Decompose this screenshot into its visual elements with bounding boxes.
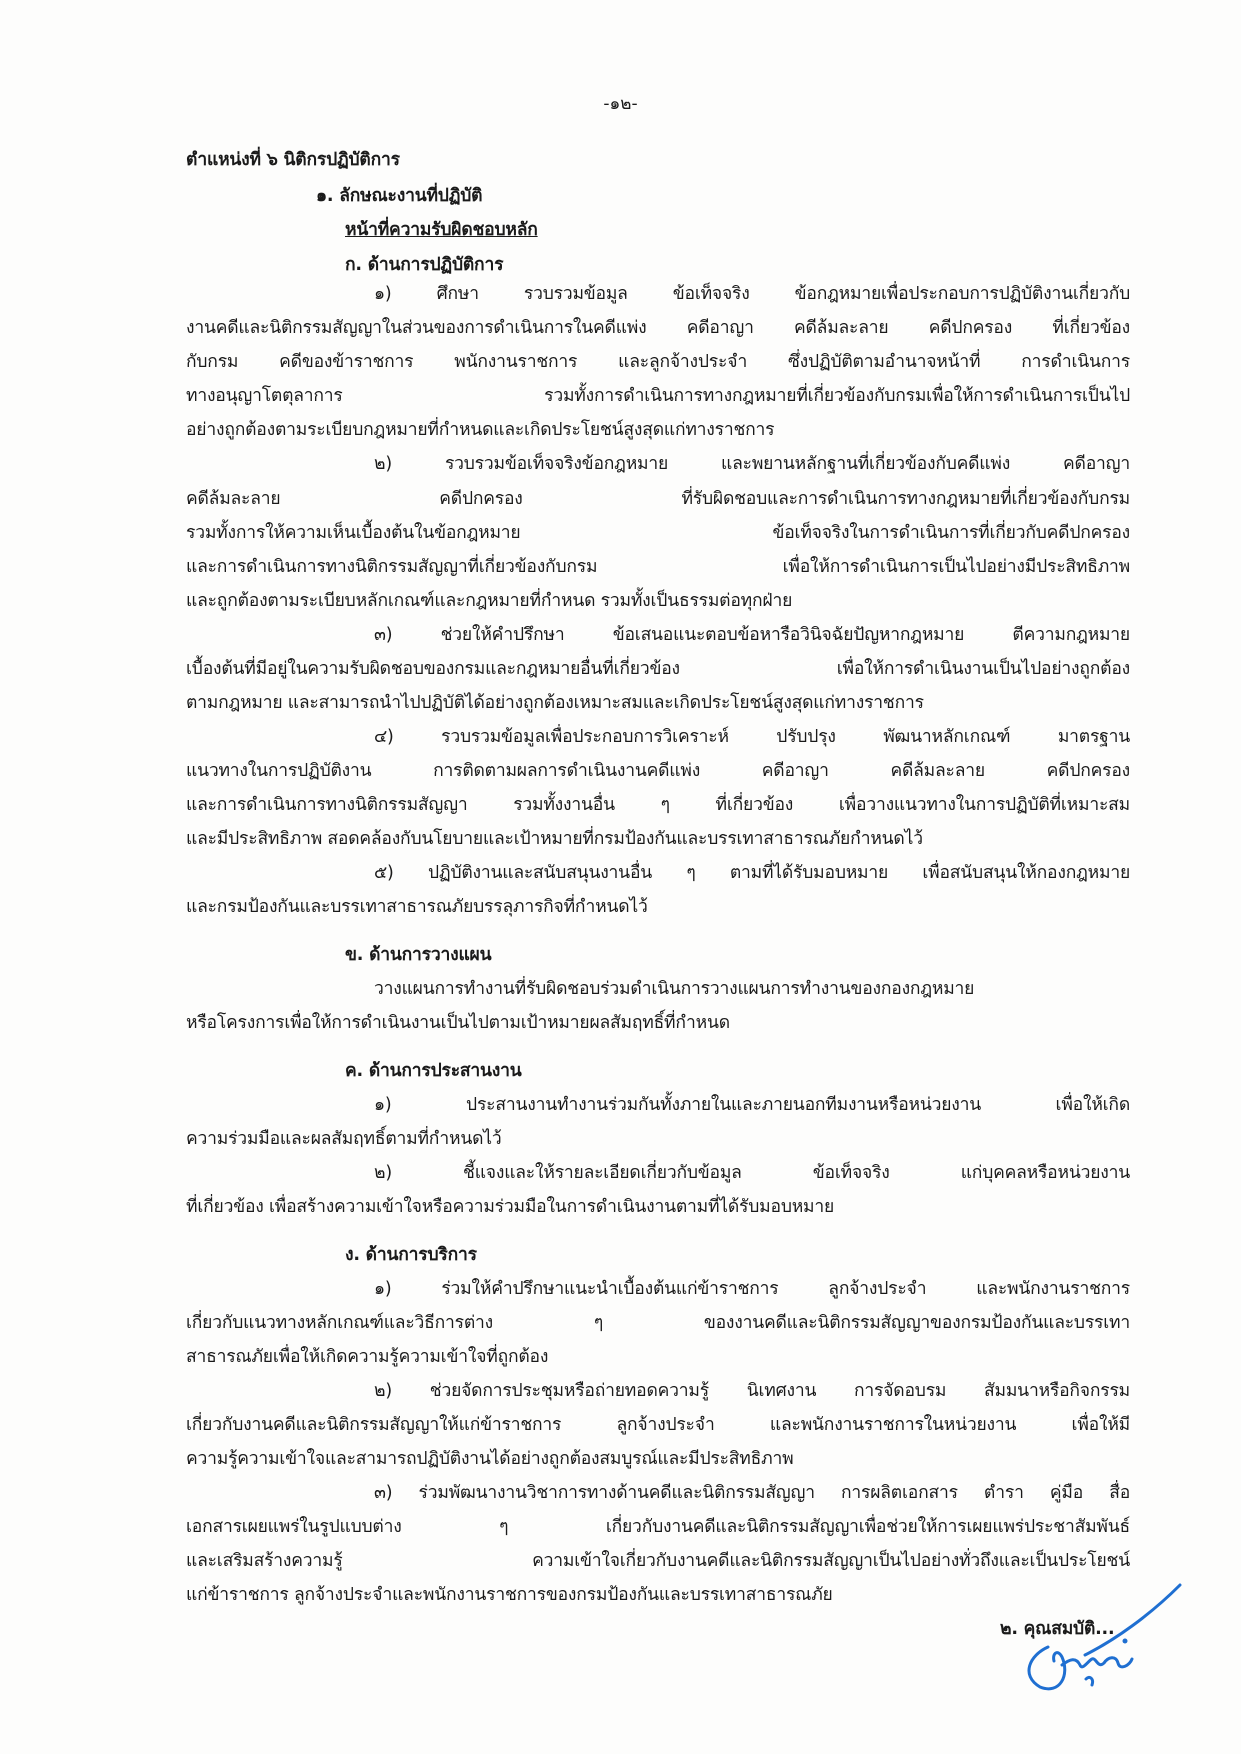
paragraph-line: เกี่ยวกับงานคดีและนิติกรรมสัญญาให้แก่ข้าราชการ ลูกจ้างประจำ และพนักงานราชการในหน่วยงาน เพื่อให้มี (186, 1415, 1130, 1435)
paragraph-line: แนวทางในการปฏิบัติงาน การติดตามผลการดำเนินงานคดีแพ่ง คดีอาญา คดีล้มละลาย คดีปกครอง (186, 761, 1130, 781)
paragraph-line: อย่างถูกต้องตามระเบียบกฎหมายที่กำหนดและเกิดประโยชน์สูงสุดแก่ทางราชการ (186, 420, 775, 440)
paragraph-line: วางแผนการทำงานที่รับผิดชอบร่วมดำเนินการวางแผนการทำงานของกองกฎหมาย (374, 979, 975, 999)
position-title: ตำแหน่งที่ ๖ นิติกรปฏิบัติการ (186, 150, 400, 170)
section-title: ๑. ลักษณะงานที่ปฏิบัติ (316, 186, 483, 206)
paragraph-line: และการดำเนินการทางนิติกรรมสัญญาที่เกี่ยวข้องกับกรม เพื่อให้การดำเนินการเป็นไปอย่างมีประสิทธิภาพ (186, 557, 1130, 577)
paragraph-line: ความรู้ความเข้าใจและสามารถปฏิบัติงานได้อย่างถูกต้องสมบูรณ์และมีประสิทธิภาพ (186, 1449, 794, 1469)
paragraph-line: ความร่วมมือและผลสัมฤทธิ์ตามที่กำหนดไว้ (186, 1129, 502, 1149)
page-number: -๑๒- (603, 94, 638, 114)
paragraph-line: ตามกฎหมาย และสามารถนำไปปฏิบัติได้อย่างถูกต้องเหมาะสมและเกิดประโยชน์สูงสุดแก่ทางราชการ (186, 693, 924, 713)
paragraph-line: ๒) ช่วยจัดการประชุมหรือถ่ายทอดความรู้ นิเทศงาน การจัดอบรม สัมมนาหรือกิจกรรม (374, 1381, 1130, 1401)
signature (1000, 1575, 1200, 1705)
paragraph-line: ทางอนุญาโตตุลาการ รวมทั้งการดำเนินการทางกฎหมายที่เกี่ยวข้องกับกรมเพื่อให้การดำเนินการเป็นไป (186, 386, 1130, 406)
main-duties-heading: หน้าที่ความรับผิดชอบหลัก (345, 220, 538, 240)
paragraph-line: ๓) ร่วมพัฒนางานวิชาการทางด้านคดีและนิติกรรมสัญญา การผลิตเอกสาร ตำรา คู่มือ สื่อ (374, 1483, 1130, 1503)
paragraph-line: กับกรม คดีของข้าราชการ พนักงานราชการ และลูกจ้างประจำ ซึ่งปฏิบัติตามอำนาจหน้าที่ การดำเนินการ (186, 352, 1130, 372)
paragraph-line: ๒) ชี้แจงและให้รายละเอียดเกี่ยวกับข้อมูล ข้อเท็จจริง แก่บุคคลหรือหน่วยงาน (374, 1163, 1130, 1183)
paragraph-line: แก่ข้าราชการ ลูกจ้างประจำและพนักงานราชการของกรมป้องกันและบรรเทาสาธารณภัย (186, 1585, 833, 1605)
paragraph-line: และการดำเนินการทางนิติกรรมสัญญา รวมทั้งงานอื่น ๆ ที่เกี่ยวข้อง เพื่อวางแนวทางในการปฏิบัติที่เหมาะสม (186, 795, 1130, 815)
handwritten-signature-icon (1000, 1575, 1200, 1705)
paragraph-line: คดีล้มละลาย คดีปกครอง ที่รับผิดชอบและการดำเนินการทางกฎหมายที่เกี่ยวข้องกับกรม (186, 489, 1130, 509)
paragraph-line: รวมทั้งการให้ความเห็นเบื้องต้นในข้อกฎหมาย ข้อเท็จจริงในการดำเนินการที่เกี่ยวกับคดีปกครอง (186, 523, 1130, 543)
paragraph-line: ๒) รวบรวมข้อเท็จจริงข้อกฎหมาย และพยานหลักฐานที่เกี่ยวข้องกับคดีแพ่ง คดีอาญา (374, 454, 1130, 474)
paragraph-line: และเสริมสร้างความรู้ ความเข้าใจเกี่ยวกับงานคดีและนิติกรรมสัญญาเป็นไปอย่างทั่วถึงและเป็นประโยชน์ (186, 1551, 1130, 1571)
paragraph-line: เอกสารเผยแพร่ในรูปแบบต่าง ๆ เกี่ยวกับงานคดีและนิติกรรมสัญญาเพื่อช่วยให้การเผยแพร่ประชาสัมพันธ์ (186, 1517, 1130, 1537)
paragraph-line: ๔) รวบรวมข้อมูลเพื่อประกอบการวิเคราะห์ ปรับปรุง พัฒนาหลักเกณฑ์ มาตรฐาน (374, 727, 1130, 747)
paragraph-line: หรือโครงการเพื่อให้การดำเนินงานเป็นไปตามเป้าหมายผลสัมฤทธิ์ที่กำหนด (186, 1013, 730, 1033)
paragraph-line: งานคดีและนิติกรรมสัญญาในส่วนของการดำเนินการในคดีแพ่ง คดีอาญา คดีล้มละลาย คดีปกครอง ที่เกี่ยวข้อง (186, 318, 1130, 338)
paragraph-line: และมีประสิทธิภาพ สอดคล้องกับนโยบายและเป้าหมายที่กรมป้องกันและบรรเทาสาธารณภัยกำหนดไว้ (186, 829, 923, 849)
paragraph-line: สาธารณภัยเพื่อให้เกิดความรู้ความเข้าใจที่ถูกต้อง (186, 1347, 549, 1367)
paragraph-line: และกรมป้องกันและบรรเทาสาธารณภัยบรรลุภารกิจที่กำหนดไว้ (186, 897, 648, 917)
subsection-title-b: ข. ด้านการวางแผน (345, 945, 492, 965)
paragraph-line: ๓) ช่วยให้คำปรึกษา ข้อเสนอแนะตอบข้อหารือวินิจฉัยปัญหากฎหมาย ตีความกฎหมาย (374, 625, 1130, 645)
paragraph-line: และถูกต้องตามระเบียบหลักเกณฑ์และกฎหมายที่กำหนด รวมทั้งเป็นธรรมต่อทุกฝ่าย (186, 591, 793, 611)
paragraph-line: เกี่ยวกับแนวทางหลักเกณฑ์และวิธีการต่าง ๆ ของงานคดีและนิติกรรมสัญญาของกรมป้องกันและบรรเทา (186, 1313, 1130, 1333)
paragraph-line: ๑) ร่วมให้คำปรึกษาแนะนำเบื้องต้นแก่ข้าราชการ ลูกจ้างประจำ และพนักงานราชการ (374, 1279, 1130, 1299)
paragraph-line: ๕) ปฏิบัติงานและสนับสนุนงานอื่น ๆ ตามที่ได้รับมอบหมาย เพื่อสนับสนุนให้กองกฎหมาย (374, 863, 1130, 883)
subsection-title-a: ก. ด้านการปฏิบัติการ (345, 255, 504, 275)
continuation-marker: ๒. คุณสมบัติ... (1000, 1619, 1115, 1639)
paragraph-line: เบื้องต้นที่มีอยู่ในความรับผิดชอบของกรมและกฎหมายอื่นที่เกี่ยวข้อง เพื่อให้การดำเนินงานเป็นไปอย่างถูกต้อง (186, 659, 1130, 679)
subsection-title-d: ง. ด้านการบริการ (345, 1245, 477, 1265)
paragraph-line: ที่เกี่ยวข้อง เพื่อสร้างความเข้าใจหรือความร่วมมือในการดำเนินงานตามที่ได้รับมอบหมาย (186, 1197, 835, 1217)
paragraph-line: ๑) ประสานงานทำงานร่วมกันทั้งภายในและภายนอกทีมงานหรือหน่วยงาน เพื่อให้เกิด (374, 1095, 1130, 1115)
paragraph-line: ๑) ศึกษา รวบรวมข้อมูล ข้อเท็จจริง ข้อกฎหมายเพื่อประกอบการปฏิบัติงานเกี่ยวกับ (374, 284, 1130, 304)
subsection-title-c: ค. ด้านการประสานงาน (345, 1061, 522, 1081)
